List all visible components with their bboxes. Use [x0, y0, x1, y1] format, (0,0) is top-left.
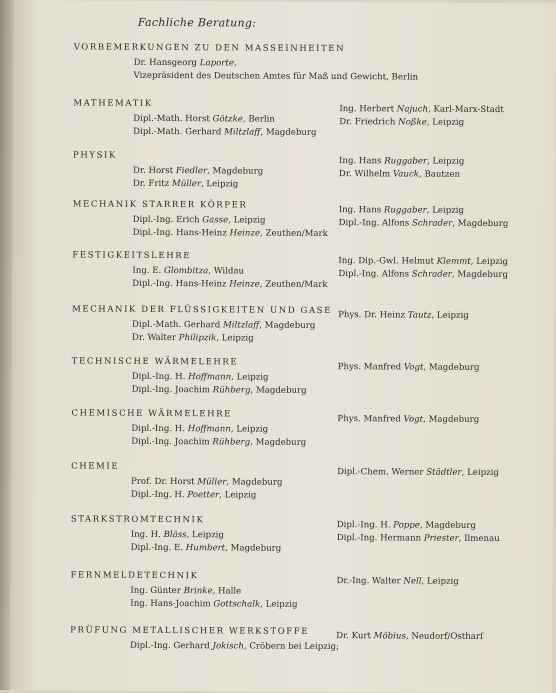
person-surname: Noßke	[398, 117, 427, 127]
section	[0, 625, 552, 628]
person-title: Dr.-Ing. Walter	[336, 576, 403, 586]
person-entry	[134, 57, 419, 71]
person-entry	[130, 585, 297, 599]
section-title: FERNMELDETECHNIK	[70, 570, 198, 581]
person-entry	[337, 466, 499, 480]
person-entry	[339, 168, 464, 181]
section-title: PRÜFUNG METALLISCHER WERKSTOFFE	[70, 625, 309, 636]
person-title: Dipl.-Ing. H.	[132, 372, 188, 382]
person-entry	[133, 113, 316, 127]
section-title: CHEMISCHE WÄRMELEHRE	[71, 408, 232, 419]
right-column	[337, 519, 500, 545]
right-column	[339, 103, 504, 129]
person-surname: Tautz	[408, 310, 432, 320]
person-location: , Magdeburg	[423, 415, 479, 425]
section	[0, 42, 556, 45]
person-surname: Miltzlaff	[223, 320, 259, 330]
person-surname: Hoffmann	[188, 424, 231, 434]
person-surname: Nell	[403, 576, 421, 586]
left-column	[133, 214, 328, 240]
person-title: Vizepräsident des Deutschen Amtes für Maß und Gewicht, Berlin	[134, 70, 419, 82]
section-title: VORBEMERKUNGEN ZU DEN MASSEINHEITEN	[74, 42, 346, 54]
person-title: Prof. Dr. Horst	[131, 477, 197, 487]
section-title: FESTIGKEITSLEHRE	[72, 250, 191, 261]
person-surname: Gottschalk	[213, 599, 260, 609]
person-title: Ing. Herbert	[339, 104, 397, 114]
person-location: , Ilmenau	[459, 533, 500, 543]
section	[0, 304, 554, 307]
person-surname: Müller	[197, 477, 226, 487]
person-entry	[338, 309, 469, 322]
person-surname: Ruggaber	[384, 156, 427, 166]
right-column	[336, 575, 458, 588]
person-entry	[339, 103, 504, 117]
person-entry	[338, 268, 508, 282]
person-entry	[337, 532, 500, 546]
person-title: Dipl.-Math. Gerhard	[133, 126, 224, 137]
person-location: , Leipzig	[421, 577, 458, 587]
person-surname: Poppe	[393, 520, 420, 530]
right-column	[338, 309, 469, 322]
section	[0, 98, 555, 101]
person-title: Ing. Hans	[339, 156, 384, 166]
person-entry	[131, 476, 283, 490]
left-column	[130, 640, 339, 654]
person-entry	[131, 488, 283, 502]
person-entry	[339, 204, 509, 218]
person-location: , Neudorf/Ostharſ	[406, 631, 483, 641]
person-entry	[336, 630, 483, 643]
person-title: Ing. Hans-Joachim	[130, 598, 213, 609]
person-surname: Poetter	[187, 490, 219, 500]
person-surname: Städtler	[426, 468, 461, 478]
person-entry	[337, 413, 479, 426]
person-location: , Magdeburg	[226, 477, 282, 487]
person-title: Dipl.-Ing. Joachim	[131, 436, 212, 446]
person-surname: Götzke	[213, 114, 243, 124]
person-location: , Zeuthen/Mark	[260, 228, 328, 238]
left-column	[134, 57, 419, 84]
person-entry	[130, 597, 297, 611]
person-entry	[134, 69, 419, 83]
page-heading: Fachliche Beratung:	[138, 16, 257, 30]
person-title: Dipl.-Ing. Hans-Heinz	[133, 227, 230, 238]
person-entry	[132, 331, 315, 345]
person-entry	[337, 519, 500, 533]
person-location: ,	[234, 58, 237, 68]
person-title: Dipl.-Math. Gerhard	[132, 320, 223, 331]
person-surname: Möbius	[374, 631, 406, 641]
person-entry	[133, 214, 328, 228]
person-entry	[339, 155, 464, 168]
person-surname: Philipzik	[179, 333, 217, 343]
book-spine-shadow	[0, 0, 14, 690]
left-column	[132, 265, 327, 291]
section	[0, 199, 555, 202]
left-column	[132, 319, 315, 345]
person-title: Phys. Manfred	[337, 414, 403, 424]
person-surname: Brinke	[184, 586, 213, 596]
person-title: Dr. Friedrich	[339, 117, 398, 127]
left-column	[133, 165, 263, 191]
person-location: , Halle	[213, 586, 242, 596]
person-entry	[132, 265, 327, 279]
person-location: , Leipzig	[187, 530, 224, 540]
person-location: , Magdeburg	[452, 269, 508, 279]
person-surname: Vauck	[393, 169, 419, 179]
person-location: , Magdeburg	[423, 363, 479, 373]
right-column	[338, 361, 480, 374]
person-location: , Magdeburg	[452, 218, 508, 228]
person-location: , Zeuthen/Mark	[260, 279, 328, 289]
person-entry	[132, 383, 307, 397]
section-title: TECHNISCHE WÄRMELEHRE	[72, 356, 239, 367]
section-title: MECHANIK DER FLÜSSIGKEITEN UND GASE	[72, 304, 332, 316]
person-surname: Klemmt	[437, 257, 471, 267]
person-location: , Leipzig	[427, 206, 464, 216]
person-surname: Najuch	[397, 104, 428, 114]
person-location: , Leipzig	[427, 157, 464, 167]
person-surname: Rühberg	[213, 385, 251, 395]
person-title: Dipl.-Ing. Hans-Heinz	[132, 278, 229, 289]
person-entry	[132, 319, 315, 333]
section-title: MECHANIK STARRER KÖRPER	[73, 199, 248, 210]
person-title: Ing. E.	[132, 266, 164, 276]
person-title: Ing. Dip.-Gwl. Helmut	[338, 256, 436, 267]
sections-container	[0, 0, 556, 3]
person-location: , Leipzig	[201, 179, 238, 189]
person-entry	[131, 435, 306, 449]
person-entry	[130, 640, 339, 654]
right-column	[339, 204, 509, 230]
person-entry	[133, 165, 263, 178]
person-location: , Leipzig	[427, 117, 464, 127]
section	[0, 514, 553, 517]
person-surname: Humbert	[186, 543, 225, 553]
person-location: , Leipzig	[471, 257, 508, 267]
right-column	[338, 255, 508, 281]
person-location: , Leipzig	[231, 372, 268, 382]
person-location: , Leipzig	[431, 311, 468, 321]
person-surname: Fiedler	[176, 166, 207, 176]
person-location: , Berlin	[243, 114, 275, 124]
person-title: Dipl.-Ing. Alfons	[338, 269, 411, 279]
person-surname: Müller	[172, 179, 201, 189]
person-title: Dipl.-Ing. H.	[131, 489, 187, 499]
person-title: Ing. Hans	[339, 205, 384, 215]
person-location: , Leipzig	[260, 599, 297, 609]
person-entry	[339, 116, 504, 130]
person-title: Dr. Fritz	[133, 178, 172, 188]
section	[0, 250, 554, 253]
person-surname: Jokisch	[213, 641, 244, 651]
person-title: Dipl.-Ing. Joachim	[132, 384, 213, 394]
person-location: , Leipzig	[219, 490, 256, 500]
left-column	[131, 476, 283, 502]
person-surname: Vogt	[404, 414, 424, 424]
person-title: Ing. H.	[131, 530, 164, 540]
person-location: , Leipzig	[231, 424, 268, 434]
person-entry	[131, 529, 282, 543]
person-title: Dipl.-Ing. E.	[131, 542, 186, 552]
person-location: , Wildau	[208, 266, 244, 276]
person-entry	[131, 541, 282, 555]
person-surname: Rühberg	[212, 437, 250, 447]
person-entry	[132, 277, 327, 291]
person-entry	[338, 255, 508, 269]
person-location: , Magdeburg	[207, 166, 263, 176]
section-title: CHEMIE	[71, 461, 119, 471]
person-location: , Bautzen	[419, 169, 460, 179]
person-location: , Magdeburg	[260, 127, 316, 137]
person-title: Dr. Horst	[133, 166, 176, 176]
person-title: Dr. Wilhelm	[339, 169, 393, 179]
person-title: Dipl.-Ing. H.	[131, 424, 187, 434]
person-entry	[133, 177, 263, 190]
section	[0, 570, 553, 573]
person-location: , Karl-Marx-Stadt	[428, 105, 504, 115]
right-column	[337, 466, 499, 480]
section	[0, 461, 553, 464]
person-title: Dr. Kurt	[336, 631, 374, 641]
person-title: Dipl.-Ing. Alfons	[339, 218, 412, 228]
person-entry	[133, 226, 328, 240]
left-column	[132, 371, 307, 397]
left-column	[131, 423, 306, 449]
section	[0, 356, 554, 359]
person-surname: Ruggaber	[384, 205, 427, 215]
section	[0, 150, 555, 153]
person-surname: Heinze	[230, 228, 261, 238]
person-entry	[339, 217, 509, 231]
person-location: , Magdeburg	[259, 321, 315, 331]
person-entry	[336, 575, 458, 588]
left-column	[130, 585, 297, 611]
person-location: , Magdeburg	[225, 543, 281, 553]
left-column	[131, 529, 282, 555]
person-title: Dipl.-Math. Horst	[133, 114, 212, 124]
left-column	[133, 113, 316, 139]
person-surname: Glombitza	[164, 266, 208, 276]
person-surname: Bläss	[164, 530, 187, 540]
person-surname: Heinze	[229, 279, 260, 289]
person-location: , Cröbern bei Leipzig;	[244, 642, 339, 653]
person-surname: Schrader	[412, 269, 452, 279]
person-surname: Priester	[424, 533, 459, 543]
person-title: Phys. Dr. Heinz	[338, 310, 408, 320]
person-location: , Leipzig	[228, 215, 265, 225]
person-title: Dipl.-Ing. Gerhard	[130, 641, 213, 652]
person-entry	[338, 361, 480, 374]
person-location: , Magdeburg	[250, 437, 306, 447]
right-column	[337, 413, 479, 426]
person-title: Dipl.-Chem. Werner	[337, 467, 426, 478]
person-entry	[131, 423, 306, 437]
section-title: STARKSTROMTECHNIK	[71, 514, 205, 525]
person-surname: Vogt	[404, 362, 424, 372]
person-title: Dipl.-Ing. Hermann	[337, 533, 424, 544]
section	[0, 408, 553, 411]
section-title: MATHEMATIK	[73, 98, 152, 108]
person-location: , Leipzig	[216, 333, 253, 343]
person-location: , Leipzig	[462, 468, 499, 478]
person-title: Dr. Walter	[132, 332, 179, 342]
person-surname: Gasse	[202, 215, 228, 225]
person-title: Dr. Hansgeorg	[134, 58, 200, 68]
person-location: , Magdeburg	[420, 521, 476, 531]
right-column	[336, 630, 483, 643]
person-surname: Schrader	[412, 218, 452, 228]
person-surname: Miltzlaff	[224, 127, 260, 137]
person-entry	[133, 125, 316, 139]
person-surname: Hoffmann	[188, 372, 231, 382]
person-entry	[132, 371, 307, 385]
person-title: Ing. Günter	[130, 586, 183, 596]
person-title: Dipl.-Ing. Erich	[133, 215, 203, 225]
person-title: Phys. Manfred	[338, 362, 404, 372]
person-surname: Laporte	[200, 58, 234, 68]
section-title: PHYSIK	[73, 150, 117, 160]
person-location: , Magdeburg	[250, 385, 306, 395]
person-title: Dipl.-Ing. H.	[337, 520, 393, 530]
right-column	[339, 155, 464, 181]
